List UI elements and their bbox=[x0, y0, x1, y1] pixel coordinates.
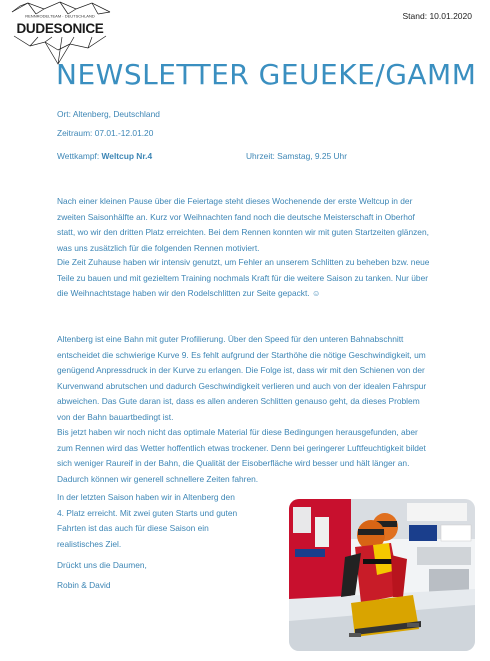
location-line: Ort: Altenberg, Deutschland bbox=[57, 109, 160, 119]
closing-greeting: Drückt uns die Daumen, bbox=[57, 560, 147, 570]
competition-value: Weltcup Nr.4 bbox=[101, 151, 153, 161]
paragraph-preparation: Die Zeit Zuhause haben wir intensiv genutzt, um Fehler an unserem Schlitten zu beheben bzw. neue Teile zu bauen und mit gezieltem Training nochmals Kraft für die weitere Saison zu tanken. Nur über die Weihnachtstage haben wir den Rodelschlitten zur Seite gepackt. ☺ bbox=[57, 257, 430, 299]
newsletter-title: NEWSLETTER GEUEKE/GAMM bbox=[56, 58, 477, 91]
paragraph-intro: Nach einer kleinen Pause über die Feiertage steht dieses Wochenende der erste Weltcup in der zweiten Saisonhälfte an. Kurz vor Weihnachten fand noch die deutsche Meisterschaft in Oberhof statt, wo wir den dritten Platz erreichten. Bei dem Rennen konnten wir mit guten Startzeiten glänzen, was uns zusätzlich für die folgenden Rennen motiviert. bbox=[57, 196, 429, 253]
logo-text: DUDESONICE bbox=[16, 21, 104, 36]
stand-date: Stand: 10.01.2020 bbox=[402, 11, 472, 21]
paragraph-conditions: Bis jetzt haben wir noch nicht das optimale Material für diese Bedingungen herausgefunden, aber zum Rennen wird das Wetter hoffentlich etwas trockener. Denn bei geringerer Luftfeuchtigkeit bildet sich weniger Raureif in der Bahn, die Qualität der Eisoberfläche wird besser und hält länger an. Dadurch können wir generell schnellere Zeiten fahren. bbox=[57, 427, 426, 484]
paragraph-goal: In der letzten Saison haben wir in Altenberg den 4. Platz erreicht. Mit zwei guten Starts und guten Fahrten ist das auch für diese Saison ein realistisches Ziel. bbox=[57, 492, 238, 549]
closing-signature: Robin & David bbox=[57, 580, 111, 590]
time-line: Uhrzeit: Samstag, 9.25 Uhr bbox=[246, 151, 348, 161]
logo-subtext: RENNRODELTEAM · DEUTSCHLAND bbox=[25, 13, 95, 19]
competition-line bbox=[57, 149, 152, 165]
paragraph-track: Altenberg ist eine Bahn mit guter Profilierung. Über den Speed für den unteren Bahnabschnitt entscheidet die schwierige Kurve 9. Es fehlt aufgrund der Starthöhe die nötige Geschwindigkeit, um genügend Anpressdruck in der Kurve zu erlangen. Die Folge ist, dass wir mit den Schienen von der Kurvenwand abrutschen und dadurch Geschwindigkeit verlieren und auch von der idealen Fahrspur abweichen. Das Gute daran ist, dass es allen anderen Schlitten genauso geht, da dieses Problem von der Bahn bauartbedingt ist. bbox=[57, 334, 427, 422]
luge-photo bbox=[289, 499, 475, 651]
competition-label: Wettkampf: bbox=[57, 151, 102, 161]
period-line: Zeitraum: 07.01.-12.01.20 bbox=[57, 128, 154, 138]
